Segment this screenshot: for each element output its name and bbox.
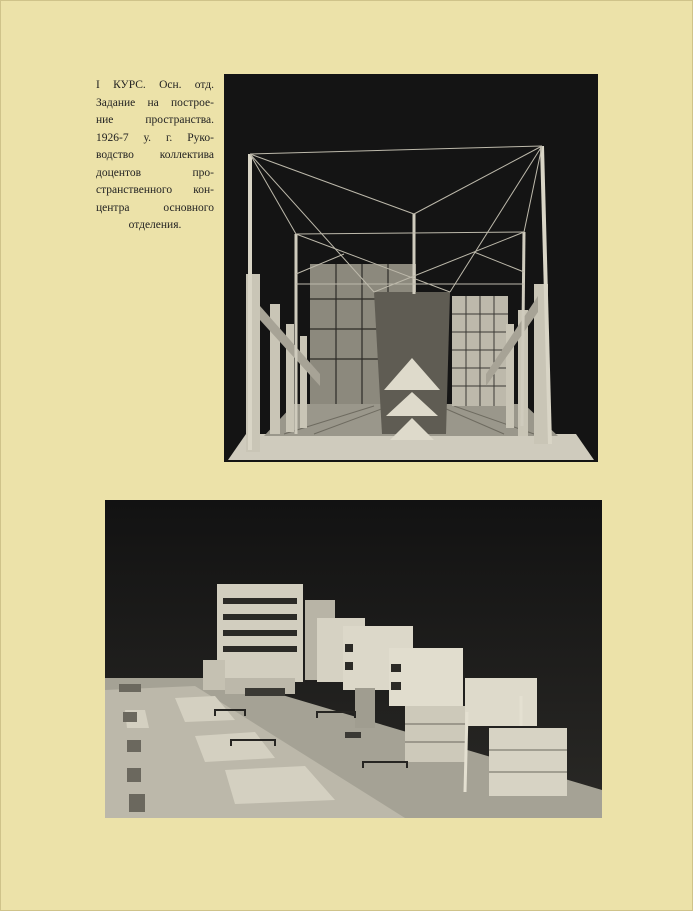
spatial-model-illustration <box>224 74 598 462</box>
caption-line: отделения. <box>128 219 182 231</box>
caption-line: доцентов про- <box>96 166 214 179</box>
caption-line: центра основного <box>96 201 214 214</box>
photo-spatial-model <box>224 74 598 462</box>
caption-line: водство коллектива <box>96 149 214 161</box>
architectural-model-illustration <box>105 500 602 818</box>
caption-line: I КУРС. Осн. отд. <box>96 79 214 91</box>
caption-line: Задание на построе- <box>96 96 214 109</box>
caption-line: 1926-7 у. г. Руко- <box>96 131 214 144</box>
caption <box>96 77 214 235</box>
photo-architectural-model <box>105 500 602 818</box>
caption-line: ние пространства. <box>96 114 214 126</box>
caption-line: странственного кон- <box>96 184 214 196</box>
